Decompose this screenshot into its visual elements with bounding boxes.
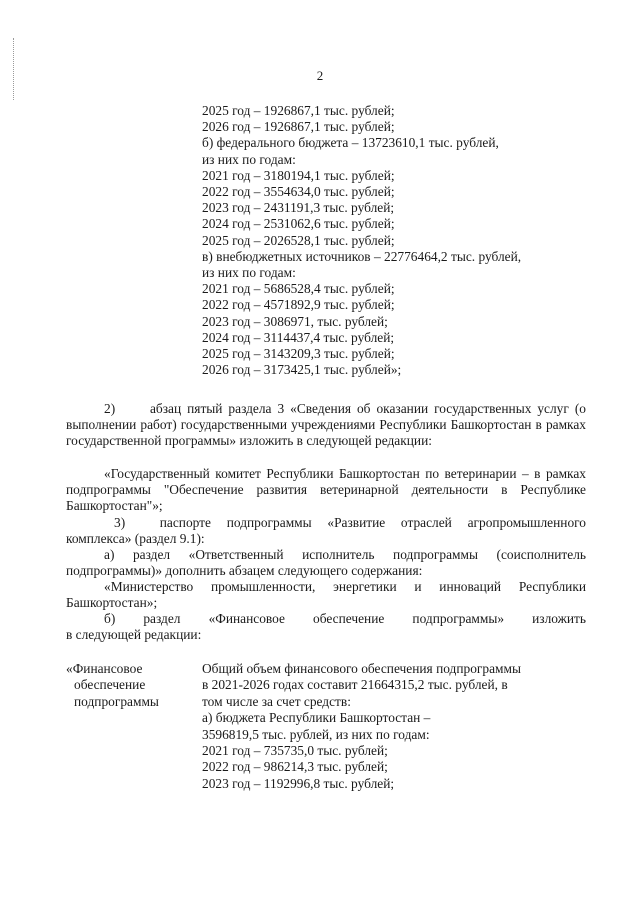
table-value-line: 2023 год – 1192996,8 тыс. рублей; xyxy=(202,775,395,791)
paragraph-text: паспорте подпрограммы «Развитие отраслей агропромышленного комплекса» (раздел 9.1): xyxy=(66,515,586,547)
list-item: б) федерального бюджета – 13723610,1 тыс. рублей, xyxy=(202,135,499,151)
page-number: 2 xyxy=(316,68,324,83)
table-label-line: подпрограммы xyxy=(74,693,159,709)
table-label-line: обеспечение xyxy=(74,677,146,693)
list-item: в) внебюджетных источников – 22776464,2 тыс. рублей, xyxy=(202,248,522,264)
quote-ministry: «Министерство промышленности, энергетики и инноваций Республики Башкортостан»; xyxy=(66,579,586,611)
paragraph-item-3b xyxy=(66,611,586,643)
list-item: 2022 год – 3554634,0 тыс. рублей; xyxy=(202,184,395,200)
table-label-cell xyxy=(66,661,186,710)
list-item: из них по годам: xyxy=(202,265,296,281)
table-value-line: том числе за счет средств: xyxy=(202,693,351,709)
list-item: 2024 год – 2531062,6 тыс. рублей; xyxy=(202,216,395,232)
list-item: 2025 год – 2026528,1 тыс. рублей; xyxy=(202,232,395,248)
table-label-line: «Финансовое xyxy=(66,661,143,676)
paragraph-item-2 xyxy=(66,401,586,450)
paragraph-continuation: в следующей редакции: xyxy=(66,627,202,643)
word: «Финансовое xyxy=(208,611,285,626)
list-item: 2021 год – 3180194,1 тыс. рублей; xyxy=(202,167,395,183)
table-value-line: 2022 год – 986214,3 тыс. рублей; xyxy=(202,759,388,775)
paragraph-text: абзац пятый раздела 3 «Сведения об оказании государственных услуг (о выполнении работ) государственными учреждениями Республики Башкортостан в рамках государственной программы» изложить в следующей редакции: xyxy=(66,401,586,449)
word: подпрограммы» xyxy=(412,611,505,626)
list-item: 2025 год – 3143209,3 тыс. рублей; xyxy=(202,346,395,362)
budget-years-list xyxy=(202,103,582,378)
word: б) xyxy=(104,611,116,626)
table-value-line: 3596819,5 тыс. рублей, из них по годам: xyxy=(202,726,430,742)
paragraph-item-3 xyxy=(66,515,586,547)
list-item: 2022 год – 4571892,9 тыс. рублей; xyxy=(202,297,395,313)
table-value-line: а) бюджета Республики Башкортостан – xyxy=(202,710,431,726)
list-item: 2026 год – 1926867,1 тыс. рублей; xyxy=(202,119,395,135)
table-value-line: Общий объем финансового обеспечения подпрограммы xyxy=(202,661,521,676)
word: раздел xyxy=(143,611,181,626)
item-number: 3) xyxy=(114,515,126,530)
list-item: 2021 год – 5686528,4 тыс. рублей; xyxy=(202,281,395,297)
word: обеспечение xyxy=(313,611,385,626)
table-value-cell xyxy=(202,661,562,792)
list-item: 2026 год – 3173425,1 тыс. рублей»; xyxy=(202,362,402,378)
quote-vet-committee: «Государственный комитет Республики Башкортостан по ветеринарии – в рамках подпрограммы "Обеспечение развития ветеринарной деятельности в Республике Башкортостан"»; xyxy=(66,466,586,514)
list-item: из них по годам: xyxy=(202,151,296,167)
list-item: 2023 год – 3086971, тыс. рублей; xyxy=(202,313,388,329)
item-number: 2) xyxy=(104,401,116,416)
list-item: 2023 год – 2431191,3 тыс. рублей; xyxy=(202,200,395,216)
paragraph-item-3a: а) раздел «Ответственный исполнитель подпрограммы (соисполнитель подпрограммы)» дополнить абзацем следующего содержания: xyxy=(66,547,586,579)
word: изложить xyxy=(532,611,586,626)
list-item: 2024 год – 3114437,4 тыс. рублей; xyxy=(202,329,395,345)
table-value-line: 2021 год – 735735,0 тыс. рублей; xyxy=(202,743,388,759)
table-value-line: в 2021-2026 годах составит 21664315,2 тыс. рублей, в xyxy=(202,677,508,693)
list-item: 2025 год – 1926867,1 тыс. рублей; xyxy=(202,103,395,118)
